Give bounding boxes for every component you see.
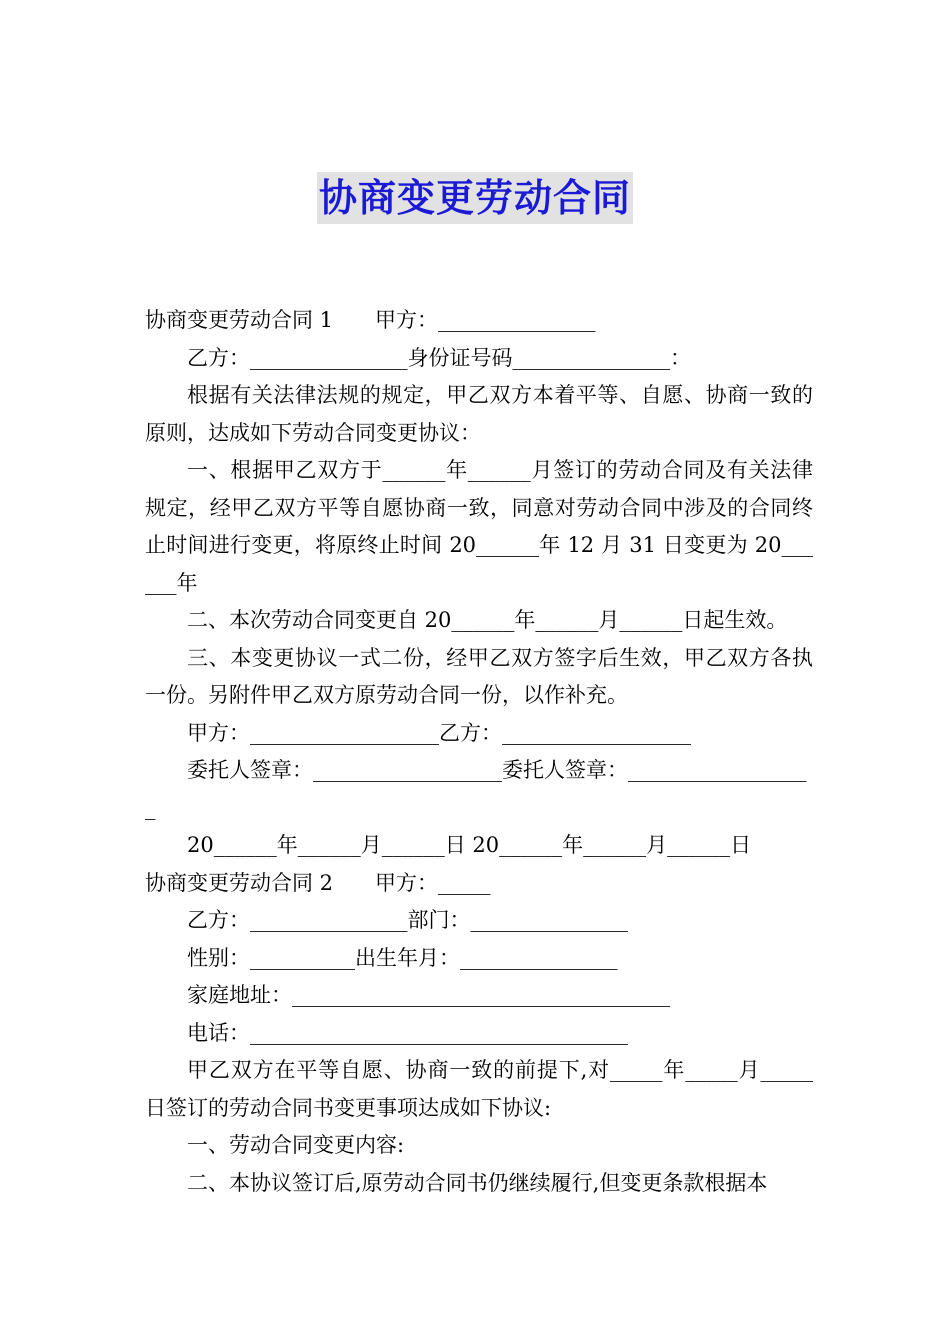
signature-date-line: 20______年______月______日 20______年______月______日: [187, 833, 752, 857]
contract-1-heading: 协商变更劳动合同 1 甲方：_______________: [145, 308, 596, 332]
party-b-department-line: 乙方：_______________部门：_______________: [187, 908, 628, 932]
document-title: 协商变更劳动合同: [317, 172, 633, 224]
clause-3-paragraph: 三、本变更协议一式二份，经甲乙双方签字后生效，甲乙双方各执一份。另附件甲乙双方原劳动合同一份，以作补充。: [145, 645, 813, 707]
signature-parties-line: 甲方：__________________乙方：__________________: [187, 720, 691, 745]
change-content-heading: 一、劳动合同变更内容:: [187, 1133, 405, 1157]
preamble-paragraph: 根据有关法律法规的规定，甲乙双方本着平等、自愿、协商一致的原则，达成如下劳动合同变更协议：: [145, 383, 813, 445]
agreement-intro-paragraph: 甲乙双方在平等自愿、协商一致的前提下,对_____年_____月_____日签订的劳动合同书变更事项达成如下协议:: [145, 1058, 813, 1120]
party-b-line: 乙方：_______________身份证号码_______________：: [187, 345, 691, 370]
continuation-clause: 二、本协议签订后,原劳动合同书仍继续履行,但变更条款根据本: [187, 1170, 768, 1195]
title-container: [0, 172, 950, 224]
document-body: [145, 302, 813, 1202]
home-address-line: 家庭地址：____________________________________: [187, 983, 670, 1007]
clause-2-paragraph: 二、本次劳动合同变更自 20______年______月______日起生效。: [187, 608, 788, 632]
contract-2-heading: 协商变更劳动合同 2 甲方：_____: [145, 870, 491, 895]
agent-signature-line: 委托人签章：__________________委托人签章：__________________: [145, 758, 807, 820]
phone-line: 电话：____________________________________: [187, 1020, 628, 1045]
clause-1-paragraph: 一、根据甲乙双方于______年______月签订的劳动合同及有关法律规定，经甲乙双方平等自愿协商一致，同意对劳动合同中涉及的合同终止时间进行变更，将原终止时间 20______年 12 月 31 日变更为 20______年: [145, 458, 813, 595]
gender-birth-line: 性别：__________出生年月：_______________: [187, 945, 618, 970]
